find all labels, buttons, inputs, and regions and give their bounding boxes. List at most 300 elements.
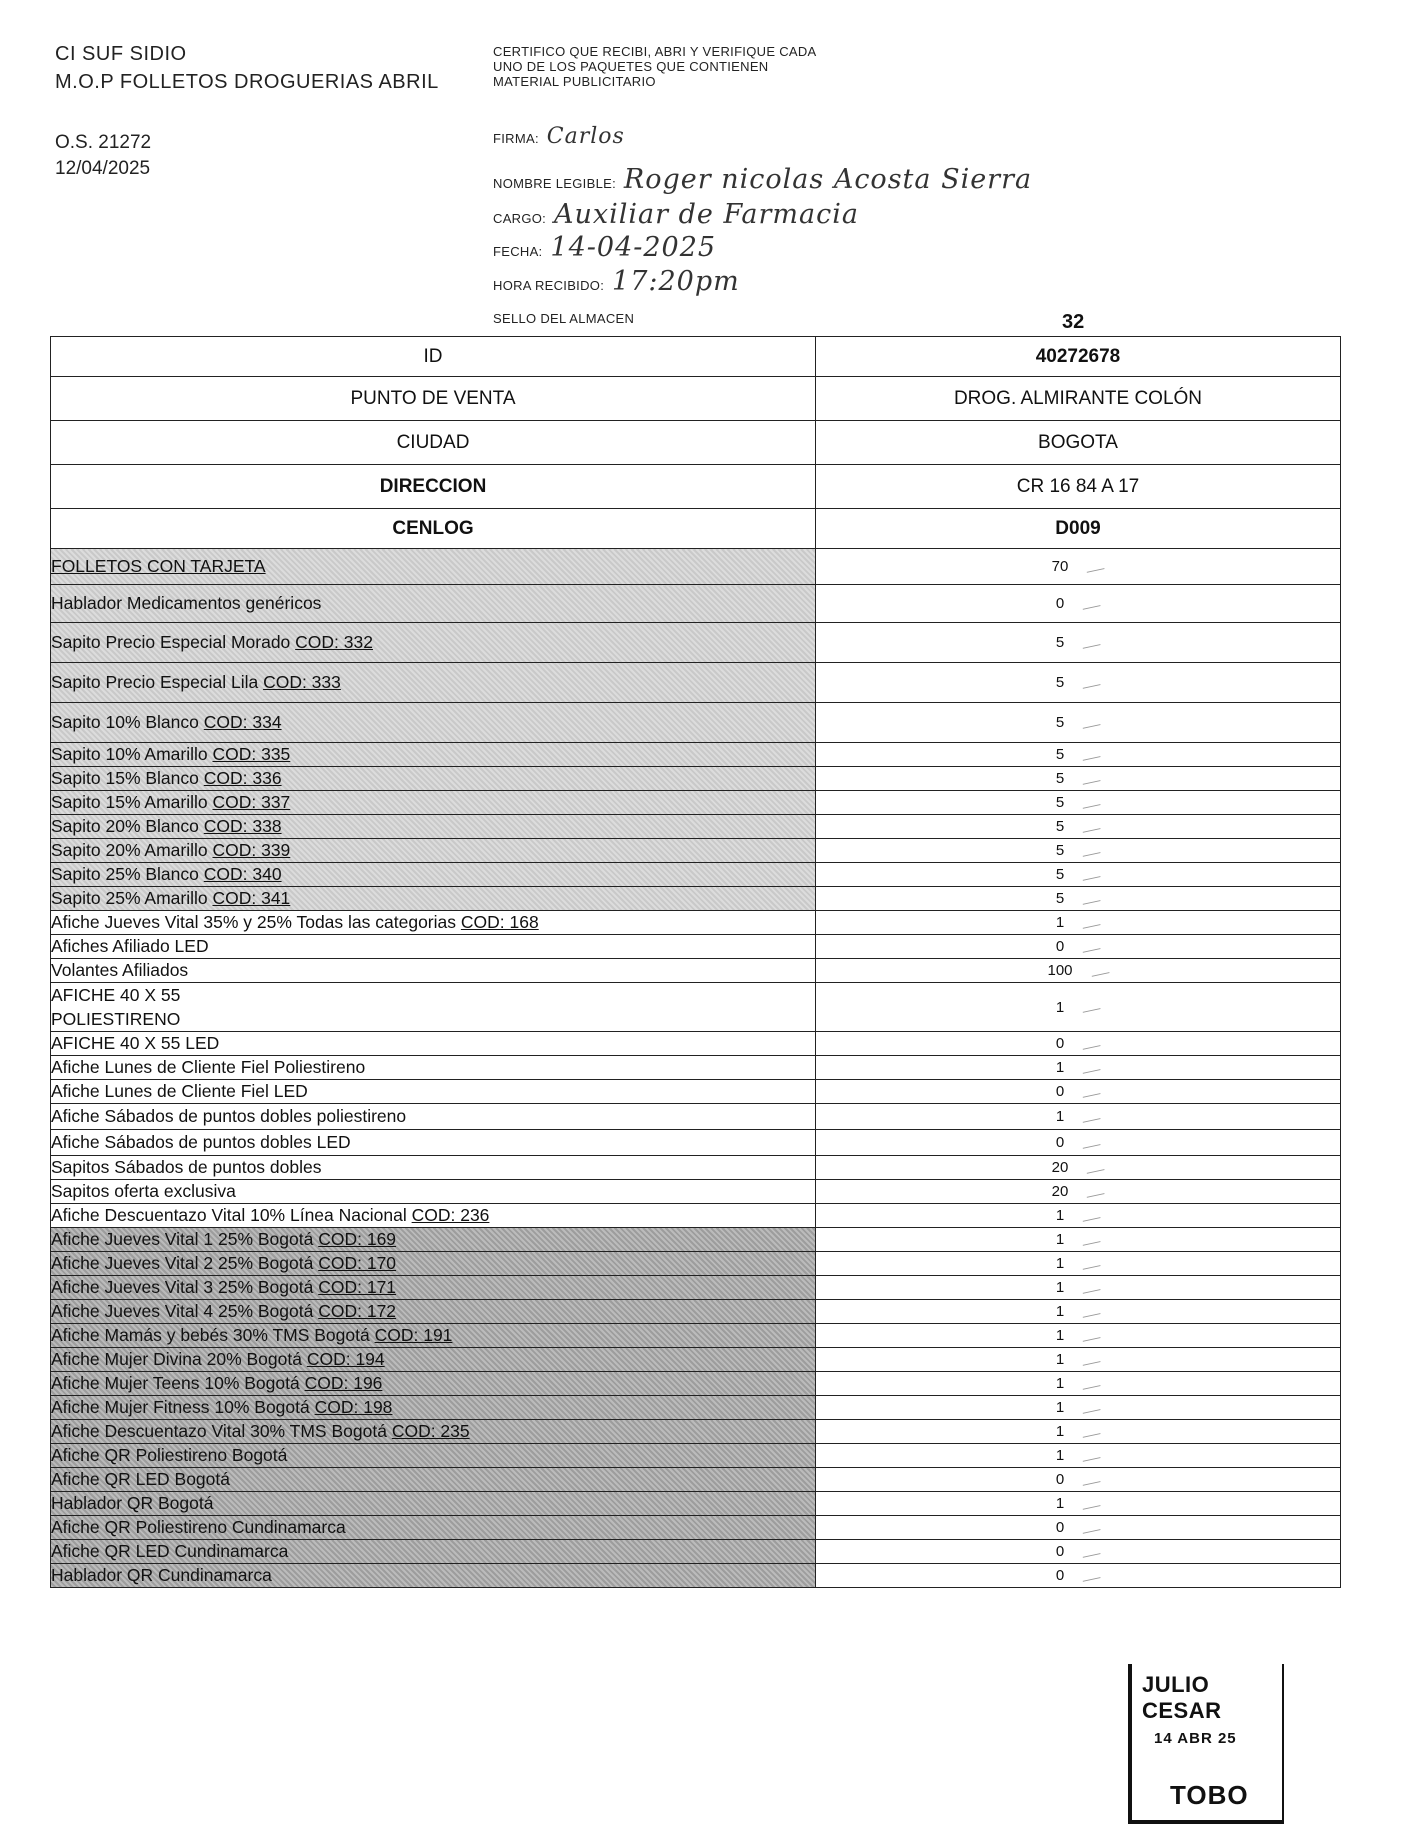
item-qty: 5	[1055, 674, 1065, 691]
firma-row	[493, 124, 625, 149]
fecha-label: FECHA:	[493, 244, 543, 259]
item-label: Afiche QR Poliestireno Bogotá	[51, 1445, 288, 1465]
header-row	[51, 421, 1341, 465]
item-code: COD: 339	[212, 840, 291, 860]
item-qty-cell	[816, 815, 1341, 839]
item-label: Afiche QR LED Cundinamarca	[51, 1541, 289, 1561]
check-mark-icon	[1086, 562, 1105, 573]
item-qty: 1	[1055, 1108, 1065, 1125]
header-row-label: PUNTO DE VENTA	[51, 377, 816, 421]
item-label: Sapito 25% Blanco	[51, 864, 204, 884]
check-mark-icon	[1082, 846, 1101, 857]
item-row	[51, 1372, 1341, 1396]
item-qty: 1	[1055, 1207, 1065, 1224]
item-label-cell	[51, 1444, 816, 1468]
item-row	[51, 911, 1341, 935]
item-code: COD: 340	[203, 864, 282, 884]
header-line-2: M.O.P FOLLETOS DROGUERIAS ABRIL	[55, 71, 439, 93]
item-label-cell	[51, 1276, 816, 1300]
check-mark-icon	[1082, 1331, 1101, 1342]
check-mark-icon	[1082, 774, 1101, 785]
item-label-cell	[51, 1300, 816, 1324]
item-row	[51, 887, 1341, 911]
item-qty: 20	[1051, 1183, 1069, 1200]
item-qty-cell	[816, 983, 1341, 1032]
item-qty-cell	[816, 935, 1341, 959]
firma-signature: Carlos	[546, 124, 625, 149]
check-mark-icon	[1082, 1235, 1101, 1246]
item-row	[51, 983, 1341, 1032]
item-label-cell	[51, 911, 816, 935]
sello-label: SELLO DEL ALMACEN	[493, 311, 635, 326]
item-code: COD: 334	[203, 712, 282, 732]
item-label-cell	[51, 743, 816, 767]
item-label-cell	[51, 1032, 816, 1056]
item-qty-cell	[816, 1156, 1341, 1180]
item-row	[51, 863, 1341, 887]
header-row-value: CR 16 84 A 17	[816, 465, 1341, 509]
item-qty-cell	[816, 1372, 1341, 1396]
item-qty-cell	[816, 1300, 1341, 1324]
check-mark-icon	[1082, 1427, 1101, 1438]
item-row	[51, 1104, 1341, 1130]
item-qty-cell	[816, 1180, 1341, 1204]
item-label-cell	[51, 1564, 816, 1588]
hora-row	[493, 266, 740, 297]
check-mark-icon	[1082, 1547, 1101, 1558]
header-row-value: D009	[816, 509, 1341, 549]
item-label-cell	[51, 1056, 816, 1080]
item-row	[51, 1180, 1341, 1204]
item-label: Afiche Jueves Vital 1 25% Bogotá	[51, 1229, 319, 1249]
item-row	[51, 1324, 1341, 1348]
item-qty-cell	[816, 863, 1341, 887]
item-label-cell	[51, 1324, 816, 1348]
item-label-cell	[51, 983, 816, 1032]
item-code: COD: 333	[263, 672, 341, 692]
item-label-cell	[51, 1540, 816, 1564]
header-row	[51, 509, 1341, 549]
item-label-cell	[51, 1228, 816, 1252]
item-label-cell	[51, 791, 816, 815]
item-qty-cell	[816, 887, 1341, 911]
item-label-cell	[51, 1516, 816, 1540]
item-qty: 0	[1055, 1134, 1065, 1151]
item-qty-cell	[816, 1130, 1341, 1156]
item-label-cell	[51, 959, 816, 983]
item-qty-cell	[816, 703, 1341, 743]
item-qty-cell	[816, 1032, 1341, 1056]
item-qty-cell	[816, 791, 1341, 815]
item-label-cell	[51, 1252, 816, 1276]
item-row	[51, 1130, 1341, 1156]
item-label-cell	[51, 1080, 816, 1104]
cargo-value: Auxiliar de Farmacia	[554, 199, 859, 230]
item-label-cell	[51, 1156, 816, 1180]
warehouse-stamp	[1128, 1664, 1284, 1824]
item-qty-cell	[816, 663, 1341, 703]
check-mark-icon	[1090, 966, 1109, 977]
item-label: Sapito 15% Amarillo	[51, 792, 213, 812]
item-label-cell	[51, 1130, 816, 1156]
item-qty-cell	[816, 1564, 1341, 1588]
item-label: Sapito 25% Amarillo	[51, 888, 213, 908]
item-label: Afiche QR LED Bogotá	[51, 1469, 230, 1489]
item-qty-cell	[816, 911, 1341, 935]
item-label: Afiche Jueves Vital 35% y 25% Todas las categorias	[51, 912, 461, 932]
item-label: Afiche Mujer Fitness 10% Bogotá	[51, 1397, 315, 1417]
stamp-date: 14 ABR 25	[1154, 1730, 1237, 1747]
item-code: COD: 336	[203, 768, 282, 788]
item-row	[51, 585, 1341, 623]
item-label: Sapitos Sábados de puntos dobles	[51, 1157, 322, 1177]
check-mark-icon	[1082, 599, 1101, 610]
item-row	[51, 1540, 1341, 1564]
item-qty-cell	[816, 1396, 1341, 1420]
item-code: COD: 332	[295, 632, 373, 652]
check-mark-icon	[1082, 1138, 1101, 1149]
item-qty: 5	[1055, 842, 1065, 859]
item-qty: 0	[1055, 1471, 1065, 1488]
item-row	[51, 959, 1341, 983]
item-label: Afiche Sábados de puntos dobles LED	[51, 1132, 351, 1152]
item-row	[51, 1420, 1341, 1444]
item-label-cell	[51, 839, 816, 863]
item-row	[51, 1080, 1341, 1104]
item-label-cell	[51, 585, 816, 623]
item-qty: 5	[1055, 794, 1065, 811]
item-qty-cell	[816, 1324, 1341, 1348]
item-qty: 5	[1055, 866, 1065, 883]
item-label-cell	[51, 623, 816, 663]
item-code: COD: 172	[318, 1301, 397, 1321]
delivery-table	[50, 336, 1341, 1588]
check-mark-icon	[1082, 942, 1101, 953]
item-label: Sapito 20% Blanco	[51, 816, 204, 836]
item-label-cell	[51, 703, 816, 743]
order-number: O.S. 21272	[55, 132, 152, 153]
check-mark-icon	[1082, 1063, 1101, 1074]
item-qty: 0	[1055, 595, 1065, 612]
check-mark-icon	[1082, 1379, 1101, 1390]
item-qty-cell	[816, 839, 1341, 863]
item-qty-cell	[816, 585, 1341, 623]
item-qty: 1	[1055, 1255, 1065, 1272]
item-row	[51, 743, 1341, 767]
check-mark-icon	[1082, 1307, 1101, 1318]
header-line-1: CI SUF SIDIO	[55, 43, 187, 65]
item-label-cell	[51, 1180, 816, 1204]
item-qty: 5	[1055, 818, 1065, 835]
item-code: COD: 338	[203, 816, 282, 836]
item-qty: 5	[1055, 746, 1065, 763]
item-label: Sapito 10% Blanco	[51, 712, 204, 732]
item-qty-cell	[816, 1540, 1341, 1564]
item-row	[51, 1228, 1341, 1252]
certificate-text: CERTIFICO QUE RECIBI, ABRI Y VERIFIQUE CADA UNO DE LOS PAQUETES QUE CONTIENEN MATERIAL PUBLICITARIO	[493, 44, 816, 89]
item-qty: 5	[1055, 890, 1065, 907]
item-row	[51, 549, 1341, 585]
item-qty: 1	[1055, 1375, 1065, 1392]
item-row	[51, 1032, 1341, 1056]
item-row	[51, 703, 1341, 743]
item-qty: 1	[1055, 1495, 1065, 1512]
item-qty: 1	[1055, 1447, 1065, 1464]
item-code: COD: 235	[391, 1421, 470, 1441]
item-row	[51, 1396, 1341, 1420]
item-row	[51, 1564, 1341, 1588]
header-row	[51, 337, 1341, 377]
item-row	[51, 935, 1341, 959]
item-qty: 5	[1055, 770, 1065, 787]
check-mark-icon	[1082, 870, 1101, 881]
item-row	[51, 1056, 1341, 1080]
item-label: Sapitos oferta exclusiva	[51, 1181, 236, 1201]
item-qty-cell	[816, 1080, 1341, 1104]
check-mark-icon	[1082, 918, 1101, 929]
item-label: AFICHE 40 X 55	[51, 985, 181, 1005]
check-mark-icon	[1086, 1163, 1105, 1174]
item-code: COD: 191	[374, 1325, 453, 1345]
fecha-row	[493, 232, 716, 263]
item-qty-cell	[816, 767, 1341, 791]
check-mark-icon	[1086, 1187, 1105, 1198]
item-label: Afiche QR Poliestireno Cundinamarca	[51, 1517, 346, 1537]
item-code: COD: 169	[318, 1229, 397, 1249]
header-row	[51, 465, 1341, 509]
item-row	[51, 1156, 1341, 1180]
item-qty: 5	[1055, 714, 1065, 731]
item-label: Sapito Precio Especial Lila	[51, 672, 264, 692]
item-label-cell	[51, 815, 816, 839]
check-mark-icon	[1082, 1112, 1101, 1123]
item-label-cell	[51, 1396, 816, 1420]
item-qty: 0	[1055, 1519, 1065, 1536]
hora-label: HORA RECIBIDO:	[493, 278, 605, 293]
item-qty-cell	[816, 1228, 1341, 1252]
item-qty: 0	[1055, 1567, 1065, 1584]
certificate-block	[493, 44, 1053, 326]
check-mark-icon	[1082, 1087, 1101, 1098]
check-mark-icon	[1082, 1523, 1101, 1534]
item-row	[51, 767, 1341, 791]
item-qty: 1	[1055, 914, 1065, 931]
item-label-cell	[51, 863, 816, 887]
item-label: Afiche Sábados de puntos dobles poliestireno	[51, 1106, 407, 1126]
nombre-label: NOMBRE LEGIBLE:	[493, 176, 616, 191]
item-qty-cell	[816, 1204, 1341, 1228]
header-row-label: ID	[51, 337, 816, 377]
check-mark-icon	[1082, 718, 1101, 729]
item-row	[51, 791, 1341, 815]
item-label: Afiche Mamás y bebés 30% TMS Bogotá	[51, 1325, 375, 1345]
item-label: Sapito Precio Especial Morado	[51, 632, 296, 652]
check-mark-icon	[1082, 750, 1101, 761]
item-label: Afiche Jueves Vital 2 25% Bogotá	[51, 1253, 319, 1273]
item-label-cell	[51, 1468, 816, 1492]
check-mark-icon	[1082, 1571, 1101, 1582]
hora-value: 17:20pm	[612, 266, 740, 297]
item-qty: 70	[1051, 558, 1069, 575]
item-row	[51, 1252, 1341, 1276]
header-left	[55, 40, 475, 182]
cargo-label: CARGO:	[493, 211, 547, 226]
item-label: FOLLETOS CON TARJETA	[51, 556, 266, 576]
item-qty-cell	[816, 1516, 1341, 1540]
header-row-label: CENLOG	[51, 509, 816, 549]
check-mark-icon	[1082, 1283, 1101, 1294]
item-code: COD: 236	[411, 1205, 490, 1225]
item-label-cell	[51, 1348, 816, 1372]
check-mark-icon	[1082, 1039, 1101, 1050]
item-code: COD: 337	[212, 792, 291, 812]
header-row-value: 40272678	[816, 337, 1341, 377]
check-mark-icon	[1082, 678, 1101, 689]
item-label: Afiche Descuentazo Vital 30% TMS Bogotá	[51, 1421, 392, 1441]
check-mark-icon	[1082, 1002, 1101, 1013]
item-qty: 1	[1055, 1059, 1065, 1076]
item-qty: 1	[1055, 1231, 1065, 1248]
item-row	[51, 1204, 1341, 1228]
item-code: COD: 341	[212, 888, 291, 908]
item-qty: 1	[1055, 1423, 1065, 1440]
check-mark-icon	[1082, 1451, 1101, 1462]
item-qty-cell	[816, 1348, 1341, 1372]
item-label: Afiche Jueves Vital 3 25% Bogotá	[51, 1277, 319, 1297]
item-row	[51, 623, 1341, 663]
item-label: Afiche Mujer Divina 20% Bogotá	[51, 1349, 307, 1369]
page-number: 32	[1062, 311, 1085, 333]
item-qty-cell	[816, 1420, 1341, 1444]
item-label-cell	[51, 663, 816, 703]
nombre-row	[493, 164, 1032, 195]
item-qty: 0	[1055, 1543, 1065, 1560]
item-label: Afiche Jueves Vital 4 25% Bogotá	[51, 1301, 319, 1321]
item-qty: 0	[1055, 1035, 1065, 1052]
delivery-table-body	[51, 337, 1341, 1588]
check-mark-icon	[1082, 798, 1101, 809]
item-label: Afiche Lunes de Cliente Fiel LED	[51, 1081, 308, 1101]
item-row	[51, 1444, 1341, 1468]
item-row	[51, 663, 1341, 703]
fecha-value: 14-04-2025	[550, 232, 717, 263]
item-label: Sapito 15% Blanco	[51, 768, 204, 788]
check-mark-icon	[1082, 1355, 1101, 1366]
header-row-value: DROG. ALMIRANTE COLÓN	[816, 377, 1341, 421]
item-label-cell	[51, 767, 816, 791]
item-label: Sapito 10% Amarillo	[51, 744, 213, 764]
item-qty: 100	[1047, 962, 1073, 979]
item-label-cell	[51, 1372, 816, 1396]
item-row	[51, 815, 1341, 839]
item-qty: 1	[1055, 1399, 1065, 1416]
header-row-label: DIRECCION	[51, 465, 816, 509]
firma-label: FIRMA:	[493, 131, 539, 146]
item-code: COD: 168	[460, 912, 539, 932]
item-label-cell	[51, 935, 816, 959]
item-qty-cell	[816, 1104, 1341, 1130]
item-label: Hablador Medicamentos genéricos	[51, 593, 322, 613]
item-code: COD: 194	[306, 1349, 385, 1369]
item-row	[51, 1492, 1341, 1516]
item-qty-cell	[816, 1276, 1341, 1300]
item-label: Afiche Lunes de Cliente Fiel Poliestireno	[51, 1057, 366, 1077]
item-label-cell	[51, 1492, 816, 1516]
item-code: COD: 335	[212, 744, 291, 764]
item-label: Afiche Mujer Teens 10% Bogotá	[51, 1373, 305, 1393]
stamp-name: JULIO CESAR	[1142, 1672, 1222, 1723]
item-label: Afiche Descuentazo Vital 10% Línea Nacional	[51, 1205, 412, 1225]
item-label: Hablador QR Bogotá	[51, 1493, 214, 1513]
item-qty: 1	[1055, 1351, 1065, 1368]
header-row-value: BOGOTA	[816, 421, 1341, 465]
check-mark-icon	[1082, 1475, 1101, 1486]
item-label-cell	[51, 1104, 816, 1130]
item-label: Volantes Afiliados	[51, 960, 189, 980]
item-qty-cell	[816, 1492, 1341, 1516]
item-label-cell	[51, 1420, 816, 1444]
item-qty: 20	[1051, 1159, 1069, 1176]
check-mark-icon	[1082, 1211, 1101, 1222]
item-label-cell	[51, 1204, 816, 1228]
item-code: COD: 198	[314, 1397, 393, 1417]
item-row	[51, 1300, 1341, 1324]
check-mark-icon	[1082, 894, 1101, 905]
item-row	[51, 1468, 1341, 1492]
check-mark-icon	[1082, 638, 1101, 649]
item-row	[51, 1348, 1341, 1372]
item-label-line-2: POLIESTIRENO	[51, 1009, 181, 1029]
check-mark-icon	[1082, 1499, 1101, 1510]
item-code: COD: 170	[318, 1253, 397, 1273]
check-mark-icon	[1082, 1403, 1101, 1414]
item-qty: 0	[1055, 938, 1065, 955]
item-qty-cell	[816, 1056, 1341, 1080]
item-qty-cell	[816, 1468, 1341, 1492]
item-label-cell	[51, 549, 816, 585]
item-label: Sapito 20% Amarillo	[51, 840, 213, 860]
check-mark-icon	[1082, 822, 1101, 833]
item-qty: 1	[1055, 998, 1065, 1016]
check-mark-icon	[1082, 1259, 1101, 1270]
item-row	[51, 1276, 1341, 1300]
header-row-label: CIUDAD	[51, 421, 816, 465]
item-qty-cell	[816, 959, 1341, 983]
item-row	[51, 839, 1341, 863]
nombre-value: Roger nicolas Acosta Sierra	[623, 164, 1033, 195]
item-row	[51, 1516, 1341, 1540]
item-qty: 1	[1055, 1303, 1065, 1320]
item-qty: 0	[1055, 1083, 1065, 1100]
item-qty-cell	[816, 743, 1341, 767]
item-label: Afiches Afiliado LED	[51, 936, 209, 956]
item-label: Hablador QR Cundinamarca	[51, 1565, 272, 1585]
stamp-place: TOBO	[1170, 1780, 1249, 1810]
cargo-row	[493, 199, 859, 230]
item-label: AFICHE 40 X 55 LED	[51, 1033, 220, 1053]
item-code: COD: 196	[304, 1373, 383, 1393]
item-code: COD: 171	[318, 1277, 397, 1297]
item-qty-cell	[816, 1252, 1341, 1276]
item-qty: 1	[1055, 1279, 1065, 1296]
item-qty-cell	[816, 1444, 1341, 1468]
header-row	[51, 377, 1341, 421]
item-label-cell	[51, 887, 816, 911]
item-qty: 1	[1055, 1327, 1065, 1344]
order-date: 12/04/2025	[55, 158, 151, 179]
item-qty-cell	[816, 549, 1341, 585]
item-qty: 5	[1055, 634, 1065, 651]
